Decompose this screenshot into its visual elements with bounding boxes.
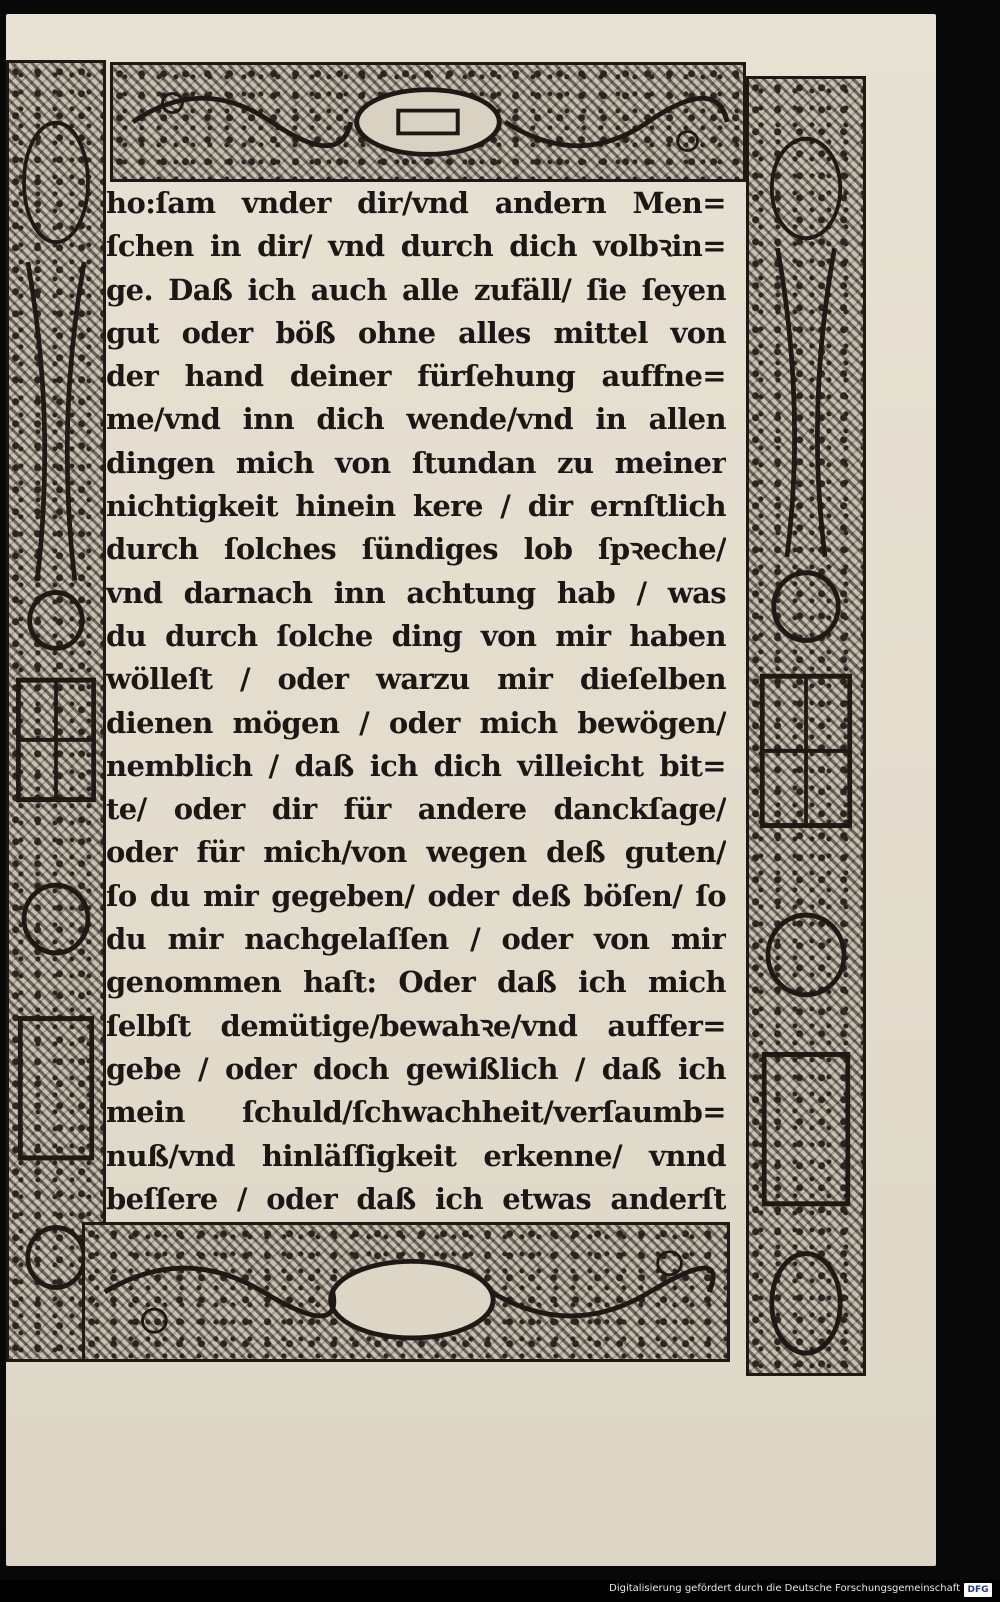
text-line: gut oder böß ohne alles mittel von — [106, 315, 726, 350]
text-line: du durch ſolche ding von mir haben — [106, 618, 726, 653]
text-line: nuß/vnd hinläſſigkeit erkenne/ vnnd — [106, 1138, 726, 1173]
bottom-border-ornament — [85, 1225, 727, 1359]
left-woodcut-border — [6, 60, 106, 1362]
text-line: vnd darnach inn achtung hab / was — [106, 575, 726, 610]
book-page — [6, 14, 936, 1566]
funding-credit: Digitalisierung gefördert durch die Deutsche Forschungsgemeinschaft — [609, 1583, 960, 1594]
text-line: wölleſt / oder warzu mir dieſelben — [106, 662, 726, 697]
top-border-ornament — [113, 65, 743, 179]
text-line: ge. Daß ich auch alle zufäll/ ſie ſeyen — [106, 272, 726, 307]
text-line: ſelbſt demütige/bewahꝛe/vnd auffer= — [106, 1008, 726, 1043]
text-line: nichtigkeit hinein kere / dir ernſtlich — [106, 489, 726, 524]
text-line: genommen haſt: Oder daß ich mich — [106, 965, 726, 1000]
text-line: beſſere / oder daß ich etwas anderſt — [106, 1181, 726, 1216]
text-line: durch ſolches ſündiges lob ſpꝛeche/ — [106, 532, 726, 567]
dfg-logo: DFG — [964, 1583, 992, 1597]
text-line: nemblich / daß ich dich villeicht bit= — [106, 748, 726, 783]
left-border-ornament — [9, 63, 103, 1359]
text-line: der hand deiner fürſehung auffne= — [106, 359, 726, 394]
text-line: dingen mich von ſtundan zu meiner — [106, 445, 726, 480]
text-line: ſchen in dir/ vnd durch dich volbꝛin= — [106, 229, 726, 264]
digitization-footer — [0, 1580, 1000, 1602]
bottom-woodcut-border — [82, 1222, 730, 1362]
right-woodcut-border — [746, 76, 866, 1376]
text-line: du mir nachgelaſſen / oder von mir — [106, 922, 726, 957]
text-line: mein ſchuld/ſchwachheit/verſaumb= — [106, 1095, 726, 1130]
text-line: oder für mich/von wegen deß guten/ — [106, 835, 726, 870]
text-line: te/ oder dir für andere danckſage/ — [106, 792, 726, 827]
text-line: gebe / oder doch gewißlich / daß ich — [106, 1051, 726, 1086]
right-border-ornament — [749, 79, 863, 1373]
text-line: ho:ſam vnder dir/vnd andern Men= — [106, 186, 726, 220]
text-line: dienen mögen / oder mich bewögen/ — [106, 705, 726, 740]
text-line: me/vnd inn dich wende/vnd in allen — [106, 402, 726, 437]
top-woodcut-border — [110, 62, 746, 182]
text-line: ſo du mir gegeben/ oder deß böſen/ ſo — [106, 878, 726, 913]
page-text — [106, 182, 732, 1222]
